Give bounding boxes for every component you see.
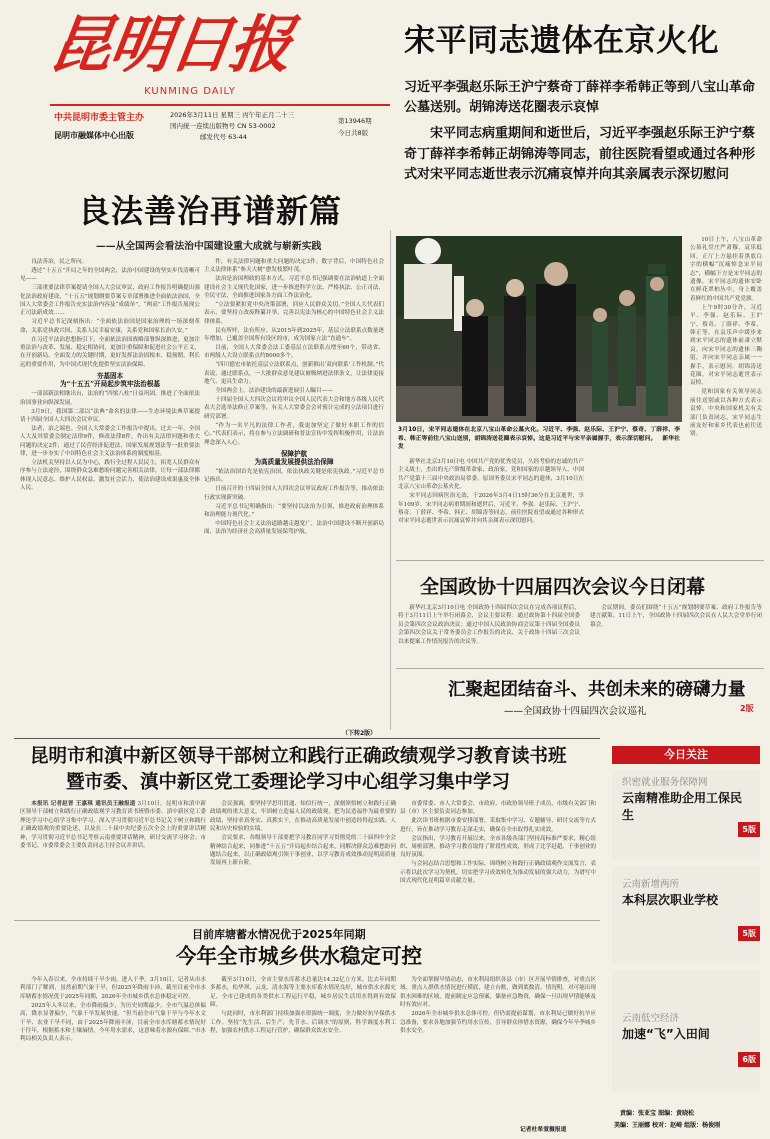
lead-photo <box>396 236 682 422</box>
water-p3: 与此同时，市水利部门持续加强水资源统一调度，全力做好抗旱保供水工作。坚持“先生活、后生产，先节水、后调水”的原则，科学调度水利工程，加强农村供水工程运行管护，确保群众饮水安全。 <box>210 1011 396 1034</box>
bigtitle-p4: 此次读书班根据市委安排部署，采取集中学习、专题辅导、研讨交流等方式进行，旨在推动学习教育走深走实，确保在全市取得扎实成效。 <box>400 818 596 833</box>
bigtitle-p5: 会议指出，学习教育开展以来，全市各级各部门坚持高标准严要求，精心组织、周密部署，推动学习教育取得了阶段性成效，形成了比学赶超、干事创业的良好氛围。 <box>400 835 596 859</box>
feature-sub1 <box>20 372 200 388</box>
feature-c2-p12: 中国特色社会主义法治道路越走越宽广，法治中国建设不断开创新局面，法治为经济社会高质量发展保驾护航。 <box>204 520 384 536</box>
water-p1: 2025年入冬以来，全市降雨偏少，为历史同期最少。全市气温总体偏高，降水显著偏少，气象干旱发展快速。“但当前全市气象干旱与今年水文干旱、农业干旱不同，由于2025年降雨丰沛，目前全市水库塘蓄水情况好于往年，根据蓄水和土壤墒情，今年用水需求，这意味着水源有保障。”市水利局相关负责人表示。 <box>20 1002 206 1043</box>
np2-page-badge: 2版 <box>740 704 754 713</box>
feature-p4: 在习近平法治思想指引下，全面依法治国战略部署纵深推进，更加注重法治与改革、发展、稳定相协同，更加注重保障和促进社会公平正义，在开创新局、全面发力的关键时期，更好发挥法治固根本、稳预期、利长远的重要作用，为中国式现代化提供坚实法治保障。 <box>20 336 200 368</box>
lead-deck: 宋平同志病重期间和逝世后，习近平李强赵乐际王沪宁蔡奇丁薛祥李希韩正胡锦涛等同志，前往医院看望或通过各种形式对宋平同志逝世表示沉痛哀悼并向其亲属表示深切慰问 <box>404 126 756 182</box>
masthead-cn: 国内统一连续出版物号 CN 53-0002 <box>170 122 276 130</box>
feature-p0: 良法善治，民之所向。 <box>31 259 88 265</box>
lead-body-p0: 新华社北京3月10日电 中国共产党的优秀党员，久经考验的忠诚的共产主义战士，杰出的无产阶级革命家、政治家，党和国家的卓越领导人，中国共产党第十三届中央政治局常委，原国务委员宋平同志的遗体，3月10日在北京八宝山革命公墓火化。 <box>398 459 584 491</box>
today-item-3-page: 6版 <box>738 1052 760 1067</box>
np-body-left <box>398 604 580 664</box>
water-title: 今年全市城乡供水稳定可控 <box>176 944 422 968</box>
feature-sub1-line1: 夯基固本 <box>96 372 124 381</box>
lead-body-p2: 10日上午，八宝山革命公墓礼堂庄严肃穆，哀乐低回。正厅上方悬挂着黑底白字的横幅“沉痛悼念宋平同志”，横幅下方是宋平同志的遗像。宋平同志的遗体安卧在鲜花翠柏丛中，身上覆盖着鲜红的中国共产党党旗。 <box>690 237 762 302</box>
masthead-sponsor: 中共昆明市委主管主办 <box>54 113 145 123</box>
today-item-2-title: 本科层次职业学校 <box>622 893 719 907</box>
divider <box>396 560 764 561</box>
feature-p5: 一部部新法相继出台，法治的“四梁八柱”日益巩固，推进了全面依法治国事业向纵深发展。 <box>20 391 200 406</box>
water-p2: 截至3月10日，全市主要水库蓄水总量达14.32亿立方米，比去年同期多蓄水，松华坝、云龙、清水海等主要水库蓄水情况良好，城市供水水源充足。全市已建成的各类供水工程运行平稳，城乡居民生活用水得到有效保障。 <box>210 977 396 1009</box>
divider <box>14 920 600 921</box>
feature-c2-p7: 十四届全国人大四次会议将审议全国人民代表大会和地方各级人民代表大会选举法修正草案等，有关人大常委会会对预计完成的立法项目进行研究部署。 <box>204 397 384 420</box>
feature-p6: 3月9日，我国第二部以“法典”命名的法律——生态环境法典草案提请十四届全国人大四次会议审议。 <box>20 408 200 423</box>
masthead-pinyin: KUNMING DAILY <box>144 86 236 97</box>
water-p0: 今年入春以来，全市持续干旱少雨，进入干季。3月10日，记者从市水利部门了解到，虽然前期气象干旱，但2025年降雨丰沛，截至目前全市水库塘蓄水情况优于2025年同期，2026年全市城乡供水总体稳定可控。 <box>20 977 206 1000</box>
masthead-publisher: 昆明市融媒体中心出版 <box>54 131 134 140</box>
water-p4: 为全面掌握旱情动态，市水利局组织各县（市）区开展旱情排查，对重点区域、重点人群供水情况进行摸底，建立台账，做到底数清、情况明。对可能出现供水困难的区域，提前制定应急预案，储备应急物资，确保一旦出现旱情能够及时有效应对。 <box>400 977 596 1009</box>
lead-caption <box>398 426 680 454</box>
today-item-1-title: 云南精准助企用工保民生 <box>622 791 743 822</box>
bigtitle-p0 <box>20 800 206 850</box>
water-col1 <box>20 976 206 1128</box>
feature-col1 <box>20 258 200 730</box>
feature-sub2-line1: 保障护航 <box>280 449 308 458</box>
feature-continued: （下转2版） <box>342 730 377 737</box>
today-item-2-page: 5版 <box>738 926 760 941</box>
lead-body-right <box>690 236 762 556</box>
masthead-issue: 第13946期 <box>338 117 372 125</box>
lead-body-bottom <box>398 458 584 554</box>
today-item-1-page: 5版 <box>738 822 760 837</box>
masthead-date: 2026年3月11日 星期三 丙午年正月二十三 <box>170 111 295 119</box>
water-col2 <box>210 976 396 1128</box>
lead-subtitle: 习近平李强赵乐际王沪宁蔡奇丁薛祥李希韩正等到八宝山革命公墓送别。胡锦涛送花圈表示哀悼 <box>404 80 756 115</box>
today-item-2-tag: 云南新增两所 <box>622 879 680 890</box>
footer-credits-1: 责编：张亚宝 图编：黄晓松 <box>620 1110 695 1117</box>
np-body-right <box>590 604 762 664</box>
water-col3 <box>400 976 596 1120</box>
feature-title: 良法善治再谱新篇 <box>78 192 343 230</box>
today-item-1-tag: 织密就业服务保障网 <box>622 777 708 788</box>
bigtitle-p6: 与会同志结合思想和工作实际，围绕树立和践行正确政绩观作交流发言，表示将以此次学习为契机，切实把学习成效转化为推动发展的强大动力，为谱写中国式现代化昆明篇章贡献力量。 <box>400 861 596 885</box>
bigtitle-line2: 暨市委、滇中新区党工委理论学习中心组学习集中学习 <box>66 772 511 793</box>
divider <box>390 230 391 730</box>
feature-col2 <box>204 258 384 730</box>
today-item-2[interactable] <box>612 866 760 962</box>
today-item-3-title: 加速“飞”入田间 <box>622 1027 710 1041</box>
lead-title: 宋平同志遗体在京火化 <box>404 23 719 59</box>
divider <box>396 668 764 669</box>
bigtitle-byline: 本报讯 记者赵晋 王嘉琪 通讯员王融报道 <box>31 801 136 807</box>
feature-p2: 三部重要法律草案提请全国人大会议审议，政府工作报告明确提出强化法治政府建设，“十五五”规划纲要草案专章部署推进全面依法治国，全国人大常委会工作报告充实法治内容及“成绩单”，“两高”工作报告展现公正司法新成效…… <box>20 285 200 317</box>
feature-p3: 习近平总书记深刻指出：“全面依法治国是国家治理的一场深刻革命，关系党执政兴国，关系人民幸福安康，关系党和国家长治久安。” <box>20 319 200 334</box>
feature-subtitle: ——从全国两会看法治中国建设重大成就与崭新实践 <box>96 241 322 252</box>
lead-caption-text: 3月10日，宋平同志遗体在北京八宝山革命公墓火化。习近平、李强、赵乐际、王沪宁、蔡奇、丁薛祥、李希、韩正等前往八宝山送别，胡锦涛送花圈表示哀悼。这是习近平与宋平亲属握手，表示深切慰问。 <box>398 427 680 442</box>
feature-c2-p3: 民有所呼，法有所应。从2015年到2025年，基层立法联系点数量逐年增加，已覆盖全国所有设区的市，成为国家立法“直通车”。 <box>204 327 384 343</box>
masthead-pages: 今日共8版 <box>338 129 369 137</box>
masthead-red-rule <box>50 104 390 106</box>
today-item-3[interactable] <box>612 970 760 1090</box>
np-body-p0: 新华社北京3月10日电 全国政协十四届四次会议在完成各项议程后，将于3月11日上午举行闭幕会，会议主要议程：通过政协第十四届全国委员会第四次会议政治决议；通过中国人民政治协商会议第十四届全国委员会第四次会议关于常务委员会工作报告的决议、关于政协十四届三次会议以来提案工作情况报告的决议等。 <box>398 605 580 645</box>
lead-caption-credit: 新华社 发 <box>398 435 680 450</box>
feature-p1: 透过“十五五”开局之年的全国两会，法治中国建设的坚实步伐清晰可见—— <box>20 267 200 283</box>
feature-c2-p1: 法治是治国理政的基本方式。习近平总书记强调要在法治轨道上全面建设社会主义现代化国家，进一步推进科学立法、严格执法、公正司法、全民守法，全面推进国家各方面工作法治化。 <box>204 276 384 300</box>
water-pretitle: 目前库塘蓄水情况优于2025年同期 <box>192 928 366 941</box>
np2-headline: 汇聚起团结奋斗、共创未来的磅礴力量 <box>448 680 746 700</box>
bigtitle-line1: 昆明市和滇中新区领导干部树立和践行正确政绩观学习教育读书班 <box>30 746 567 767</box>
lead-body-p3: 上午9时30分许，习近平、李强、赵乐际、王沪宁、蔡奇、丁薛祥、李希、韩正等，在哀乐声中缓步来到宋平同志的遗体前肃立默哀，向宋平同志的遗体三鞠躬，并向宋平同志亲属一一握手，表示慰问。胡锦涛送花圈，对宋平同志逝世表示哀悼。 <box>690 304 762 387</box>
bigtitle-p3: 市委常委、市人大常委会、市政府、市政协领导班子成员，市级有关部门和县（市）区主要负责同志参加。 <box>400 801 596 816</box>
feature-sub2-line2: 为高质量发展提供法治保障 <box>254 457 334 466</box>
today-header: 今日关注 <box>612 746 760 764</box>
np-body-p1: 会议期间，委员们围绕“十五五”规划纲要草案、政府工作报告等建言献策。11日上午，全国政协十四届四次会议在人民大会堂举行闭幕会。 <box>590 605 762 628</box>
today-item-3-tag: 云南低空经济 <box>622 1013 680 1024</box>
np2-subtitle: ——全国政协十四届四次会议巡礼 <box>504 706 647 717</box>
bigtitle-p2: 会议要求，各级领导干部要把学习教育同学习贯彻党的二十届四中全会精神结合起来，同推进“十五五”开局起步结合起来，同解决群众急难愁盼问题结合起来，以正确政绩观引领干事创业，以学习教育成效推动昆明高质量发展再上新台阶。 <box>210 835 396 867</box>
lead-body-bottom2 <box>590 520 762 558</box>
feature-c2-p8: “作为一名平凡的法律工作者，我更加坚定了做好本职工作的信心。”代表们表示，将在参与立法调研和普法宣传中发挥积极作用，让法治理念深入人心。 <box>204 422 384 446</box>
bigtitle-p1: 会议强调，要坚持学思用贯通、知信行统一，深刻领悟树立和践行正确政绩观的重大意义，牢固树立造福人民的政绩观，把为民造福作为最重要的政绩，坚持求真务实、真抓实干，在推动高质量发展中创造经得起实践、人民和历史检验的实绩。 <box>210 801 396 833</box>
masthead <box>0 0 390 195</box>
masthead-code: 邮发代号 63-44 <box>200 133 247 141</box>
water-p5: 2026年全市城乡供水总体可控，但仍需提前谋划，市水利局已做好抗旱应急准备，要求各地加强节约用水宣传，引导群众珍惜水资源，确保今年旱季城乡供水安全。 <box>400 1011 596 1034</box>
masthead-logo: 昆明日报 <box>44 8 296 81</box>
feature-c2-p4: 目前，全国人大常委会法工委基层立法联系点增至60个，带动省、市两级人大设立联系点约8000多个。 <box>204 345 384 360</box>
today-item-1[interactable] <box>612 770 760 858</box>
lead-body-p4: 党和国家有关领导同志前往送别或以各种方式表示哀悼。中央和国家机关有关部门负责同志，宋平同志生前友好和家乡代表也前往送别。 <box>690 389 762 438</box>
photo-scene <box>396 236 682 422</box>
feature-c2-p9: “依法治国首先是依宪治国，依法执政关键是依宪执政。”习近平总书记指出。 <box>204 468 384 484</box>
feature-sub1-line2: 为“十五五”开局起步筑牢法治根基 <box>60 380 160 389</box>
feature-p8: 立法机关坚持以人民为中心，践行全过程人民民主，拓宽人民群众有序参与立法途径，围绕群众急难愁盼问题完善相关法律，让每一部法律都体现人民意志、维护人民权益、激发社会活力，使法治建设成果惠及全体人民。 <box>20 460 200 492</box>
bigtitle-col1 <box>20 800 206 916</box>
footer-credits-2: 美编：王丽娜 校对：赵崎 组版：杨俊刚 <box>614 1122 721 1129</box>
bigtitle-col3 <box>400 800 596 916</box>
feature-c2-p6: 全国两会上，法治建设的最新进展引人瞩目—— <box>215 388 333 395</box>
bigtitle-col2 <box>210 800 396 916</box>
water-byline: 记者杜希萱摄报道 <box>520 1127 567 1133</box>
lead-body-p1: 宋平同志因病医治无效，于2026年3月4日15时36分在北京逝世，享年109岁。宋平同志病重期间和逝世后，习近平、李强、赵乐际、王沪宁、蔡奇、丁薛祥、李希、韩正、胡锦涛等同志，前往医院看望或通过各种形式对宋平同志逝世表示沉痛哀悼并向其亲属表示深切慰问。 <box>398 493 584 525</box>
feature-c2-p5: “四川德宏市依托基层立法联系点，创新推出‘双向联系’工作机制。”代表说，通过联系点，一大批群众意见建议被吸纳进法律条文，让法律更接地气、更具生命力。 <box>204 362 384 386</box>
feature-c2-p2: “立法要紧扣党中央决策部署，回应人民群众关切。”全国人大代表们表示，要坚持立改废释纂并举，完善以宪法为核心的中国特色社会主义法律体系。 <box>204 302 384 325</box>
feature-c2-p11: 习近平总书记明确指出：“要坚持以法治为引领，推进政府治理体系和治理能力现代化。” <box>204 503 384 518</box>
feature-sub2 <box>204 450 384 466</box>
feature-p7: 法者，治之端也。全国人大常委会工作报告中提出，过去一年，全国人大及其常委会制定法律9件，修改法律8件，作出有关法律问题和重大问题的决定2件，通过了民营经济促进法、国家发展规划法等一批重要法律，进一步夯实了中国特色社会主义法治体系的制度根基。 <box>20 425 200 458</box>
np-headline: 全国政协十四届四次会议今日闭幕 <box>420 576 706 598</box>
divider <box>14 738 600 739</box>
bigtitle-p0-text: 3月10日，昆明市和滇中新区领导干部树立和践行正确政绩观学习教育读书班暨市委、滇中新区党工委理论学习中心组学习集中学习，深入学习贯彻习近平总书记关于树立和践行正确政绩观的重要论述，以及在二十届中央纪委五次全会上的重要讲话精神，学习贯彻习近平总书记考察云南重要讲话精神，研讨交流学习体会。市委书记、市委常委会主要负责同志主持会议并讲话。 <box>20 801 206 850</box>
feature-c2-p0: 件，有关法律问题和重大问题的决定3件。数字背后，中国特色社会主义法律体系“参天大树”愈发枝繁叶茂。 <box>204 259 384 274</box>
feature-c2-p10: 日前召开的十四届全国人大四次会议审议政府工作报告等，推动依法行政实现新突破。 <box>204 486 384 501</box>
